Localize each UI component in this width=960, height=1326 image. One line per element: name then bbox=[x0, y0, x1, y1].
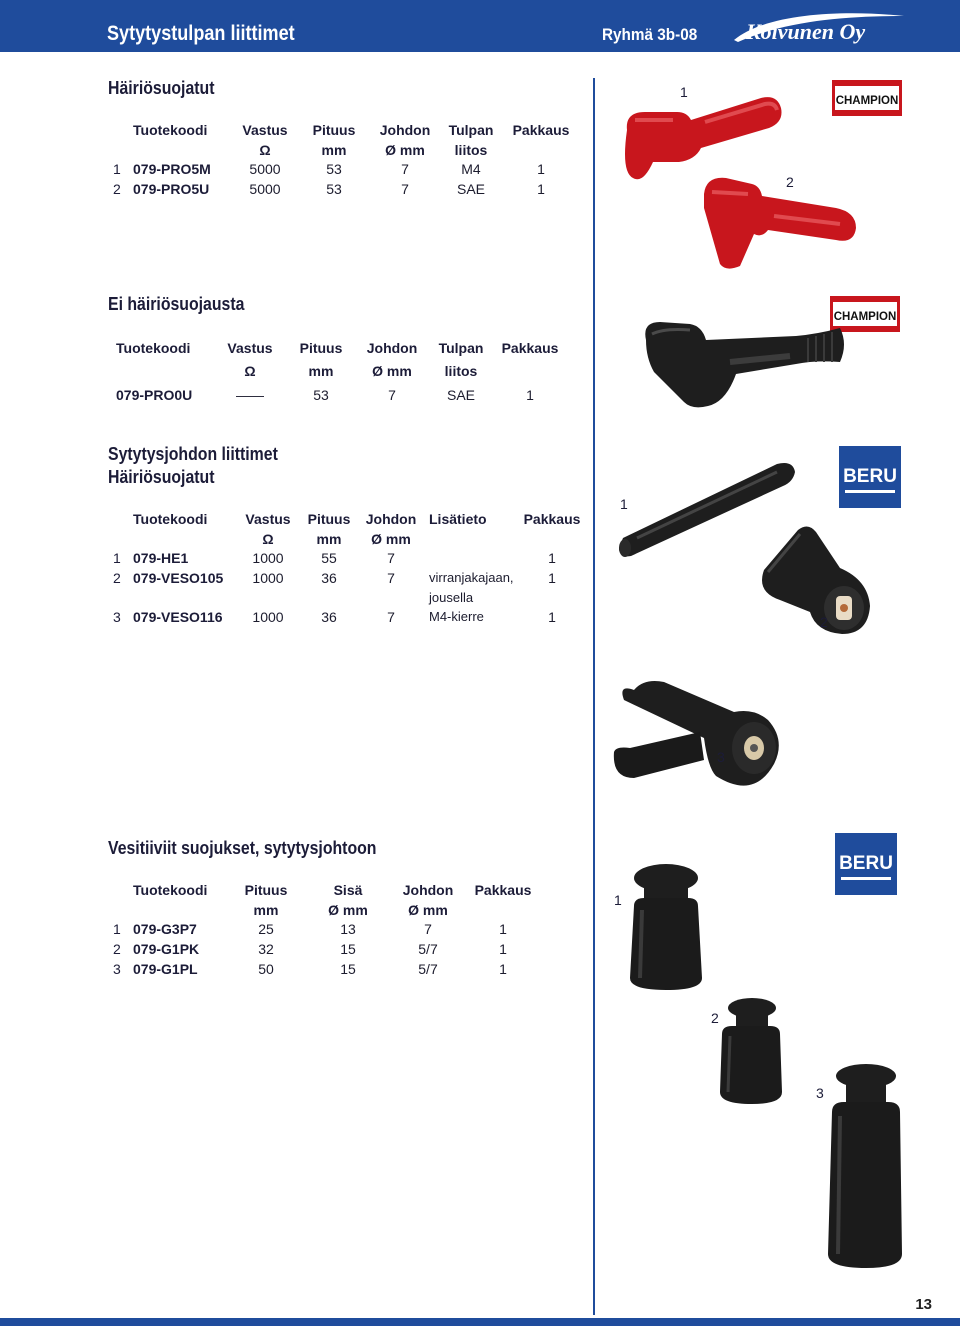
product-code: 079-G1PL bbox=[133, 961, 198, 977]
cell-vastus: —— bbox=[236, 387, 264, 403]
cell-pakkaus: 1 bbox=[499, 961, 507, 977]
col-header-unit: Ω bbox=[262, 531, 274, 547]
cell-sisa: 15 bbox=[340, 961, 356, 977]
product-code: 079-G1PK bbox=[133, 941, 200, 957]
col-header: Pituus bbox=[312, 122, 356, 138]
col-header: Tulpan bbox=[448, 122, 494, 138]
footer-bar bbox=[0, 1318, 960, 1326]
product-code: 079-PRO0U bbox=[116, 387, 193, 403]
callout-1: 1 bbox=[680, 84, 688, 100]
champion-logo bbox=[832, 80, 902, 116]
product-code: 079-G3P7 bbox=[133, 921, 197, 937]
row-number: 2 bbox=[113, 181, 121, 197]
cell-pituus: 36 bbox=[321, 570, 337, 586]
section-heading-vesitiiviit-suojukset: Vesitiiviit suojukset, sytytysjohtoon bbox=[108, 838, 377, 858]
col-header-unit: Ø mm bbox=[328, 902, 368, 918]
cell-pituus: 55 bbox=[321, 550, 337, 566]
cell-pakkaus: 1 bbox=[499, 921, 507, 937]
cell-johdon: 5/7 bbox=[418, 961, 438, 977]
cell-tulpan: SAE bbox=[446, 387, 476, 403]
callout-2: 2 bbox=[786, 174, 794, 190]
col-header-unit: mm bbox=[308, 363, 334, 379]
callout-3: 3 bbox=[816, 1085, 824, 1101]
product-image-red-boot-2 bbox=[696, 168, 866, 272]
callout-1: 1 bbox=[614, 892, 622, 908]
callout-3: 3 bbox=[717, 749, 725, 765]
col-header: Vastus bbox=[245, 511, 291, 527]
col-header: Tuotekoodi bbox=[133, 511, 208, 527]
cell-lisatieto-line2: jousella bbox=[429, 590, 474, 605]
col-header: Pituus bbox=[307, 511, 351, 527]
cell-pakkaus: 1 bbox=[499, 941, 507, 957]
product-code: 079-PRO5M bbox=[133, 161, 211, 177]
cell-pakkaus: 1 bbox=[526, 387, 534, 403]
col-header-unit: liitos bbox=[444, 363, 478, 379]
cell-johdon: 7 bbox=[387, 609, 395, 625]
col-header: Sisä bbox=[333, 882, 363, 898]
col-header: Pituus bbox=[299, 340, 343, 356]
cell-johdon: 5/7 bbox=[418, 941, 438, 957]
cell-johdon: 7 bbox=[387, 550, 395, 566]
cell-pituus: 25 bbox=[258, 921, 274, 937]
product-image-boot-cap-1 bbox=[620, 862, 712, 992]
row-number: 3 bbox=[113, 609, 121, 625]
col-header-unit: Ω bbox=[259, 142, 271, 158]
beru-logo bbox=[835, 833, 897, 895]
cell-johdon: 7 bbox=[401, 181, 409, 197]
col-header-unit: Ø mm bbox=[385, 142, 425, 158]
cell-pakkaus: 1 bbox=[548, 550, 556, 566]
cell-vastus: 1000 bbox=[252, 609, 284, 625]
col-header: Pakkaus bbox=[523, 511, 581, 527]
col-header-unit: Ø mm bbox=[372, 363, 412, 379]
product-image-boot-cap-2 bbox=[716, 996, 786, 1106]
section-subheading-hairiosuojatut: Häiriösuojatut bbox=[108, 467, 215, 487]
page-number: 13 bbox=[915, 1296, 932, 1313]
champion-logo-text: CHAMPION bbox=[833, 311, 897, 323]
cell-pakkaus: 1 bbox=[537, 161, 545, 177]
product-image-angled-connector-m4 bbox=[604, 668, 844, 798]
product-code: 079-VESO116 bbox=[133, 609, 223, 625]
cell-pituus: 36 bbox=[321, 609, 337, 625]
cell-pituus: 53 bbox=[326, 161, 342, 177]
cell-lisatieto: M4-kierre bbox=[429, 609, 484, 624]
product-code: 079-VESO105 bbox=[133, 570, 224, 586]
cell-pakkaus: 1 bbox=[548, 609, 556, 625]
header-bar bbox=[0, 0, 960, 52]
callout-1: 1 bbox=[620, 496, 628, 512]
callout-2: 2 bbox=[820, 614, 828, 630]
col-header: Tulpan bbox=[438, 340, 484, 356]
cell-pituus: 32 bbox=[258, 941, 274, 957]
col-header-unit: Ω bbox=[244, 363, 256, 379]
beru-logo bbox=[839, 446, 901, 508]
cell-johdon: 7 bbox=[387, 570, 395, 586]
col-header: Johdon bbox=[366, 340, 418, 356]
col-header: Pakkaus bbox=[501, 340, 559, 356]
cell-lisatieto: virranjakajaan, bbox=[429, 570, 514, 585]
col-header-unit: mm bbox=[253, 902, 279, 918]
beru-logo-text: BERU bbox=[839, 853, 893, 874]
col-header-unit: Ø mm bbox=[408, 902, 448, 918]
col-header: Pakkaus bbox=[512, 122, 570, 138]
cell-tulpan: M4 bbox=[461, 161, 481, 177]
product-image-boot-cap-3 bbox=[822, 1060, 906, 1270]
row-number: 1 bbox=[113, 921, 121, 937]
col-header-unit: mm bbox=[316, 531, 342, 547]
company-logo bbox=[728, 6, 918, 48]
col-header: Johdon bbox=[379, 122, 431, 138]
row-number: 2 bbox=[113, 941, 121, 957]
cell-johdon: 7 bbox=[424, 921, 432, 937]
col-header: Pituus bbox=[244, 882, 288, 898]
champion-logo-text: CHAMPION bbox=[835, 95, 899, 107]
product-code: 079-PRO5U bbox=[133, 181, 210, 197]
cell-vastus: 5000 bbox=[249, 181, 281, 197]
row-number: 3 bbox=[113, 961, 121, 977]
col-header: Tuotekoodi bbox=[116, 340, 191, 356]
cell-pituus: 53 bbox=[326, 181, 342, 197]
cell-pakkaus: 1 bbox=[537, 181, 545, 197]
col-header: Tuotekoodi bbox=[133, 122, 208, 138]
col-header-unit: mm bbox=[321, 142, 347, 158]
cell-pakkaus: 1 bbox=[548, 570, 556, 586]
callout-2: 2 bbox=[711, 1010, 719, 1026]
col-header: Vastus bbox=[227, 340, 273, 356]
beru-logo-text: BERU bbox=[843, 466, 897, 487]
section-heading-hairiosuojatut: Häiriösuojatut bbox=[108, 78, 215, 98]
section-heading-sytytysjohdon-liittimet: Sytytysjohdon liittimet bbox=[108, 444, 278, 464]
group-label: Ryhmä 3b-08 bbox=[602, 25, 698, 44]
cell-pituus: 53 bbox=[313, 387, 329, 403]
company-logo-text: Koivunen Oy bbox=[746, 19, 866, 44]
row-number: 1 bbox=[113, 161, 121, 177]
column-divider bbox=[593, 78, 595, 1315]
row-number: 2 bbox=[113, 570, 121, 586]
cell-johdon: 7 bbox=[388, 387, 396, 403]
cell-vastus: 1000 bbox=[252, 550, 284, 566]
col-header: Tuotekoodi bbox=[133, 882, 208, 898]
row-number: 1 bbox=[113, 550, 121, 566]
cell-sisa: 13 bbox=[340, 921, 356, 937]
col-header-unit: Ø mm bbox=[371, 531, 411, 547]
cell-pituus: 50 bbox=[258, 961, 274, 977]
cell-vastus: 1000 bbox=[252, 570, 284, 586]
col-header: Johdon bbox=[402, 882, 454, 898]
col-header-unit: liitos bbox=[454, 142, 488, 158]
col-header: Johdon bbox=[365, 511, 417, 527]
page-title: Sytytystulpan liittimet bbox=[107, 22, 295, 45]
product-code: 079-HE1 bbox=[133, 550, 189, 566]
cell-vastus: 5000 bbox=[249, 161, 281, 177]
section-heading-ei-hairiosuojausta: Ei häiriösuojausta bbox=[108, 294, 245, 314]
cell-sisa: 15 bbox=[340, 941, 356, 957]
col-header: Vastus bbox=[242, 122, 288, 138]
col-header: Pakkaus bbox=[474, 882, 532, 898]
cell-johdon: 7 bbox=[401, 161, 409, 177]
product-image-angled-connector-spring bbox=[744, 520, 884, 640]
col-header: Lisätieto bbox=[429, 511, 487, 527]
cell-tulpan: SAE bbox=[456, 181, 486, 197]
product-image-black-boot bbox=[640, 310, 850, 412]
